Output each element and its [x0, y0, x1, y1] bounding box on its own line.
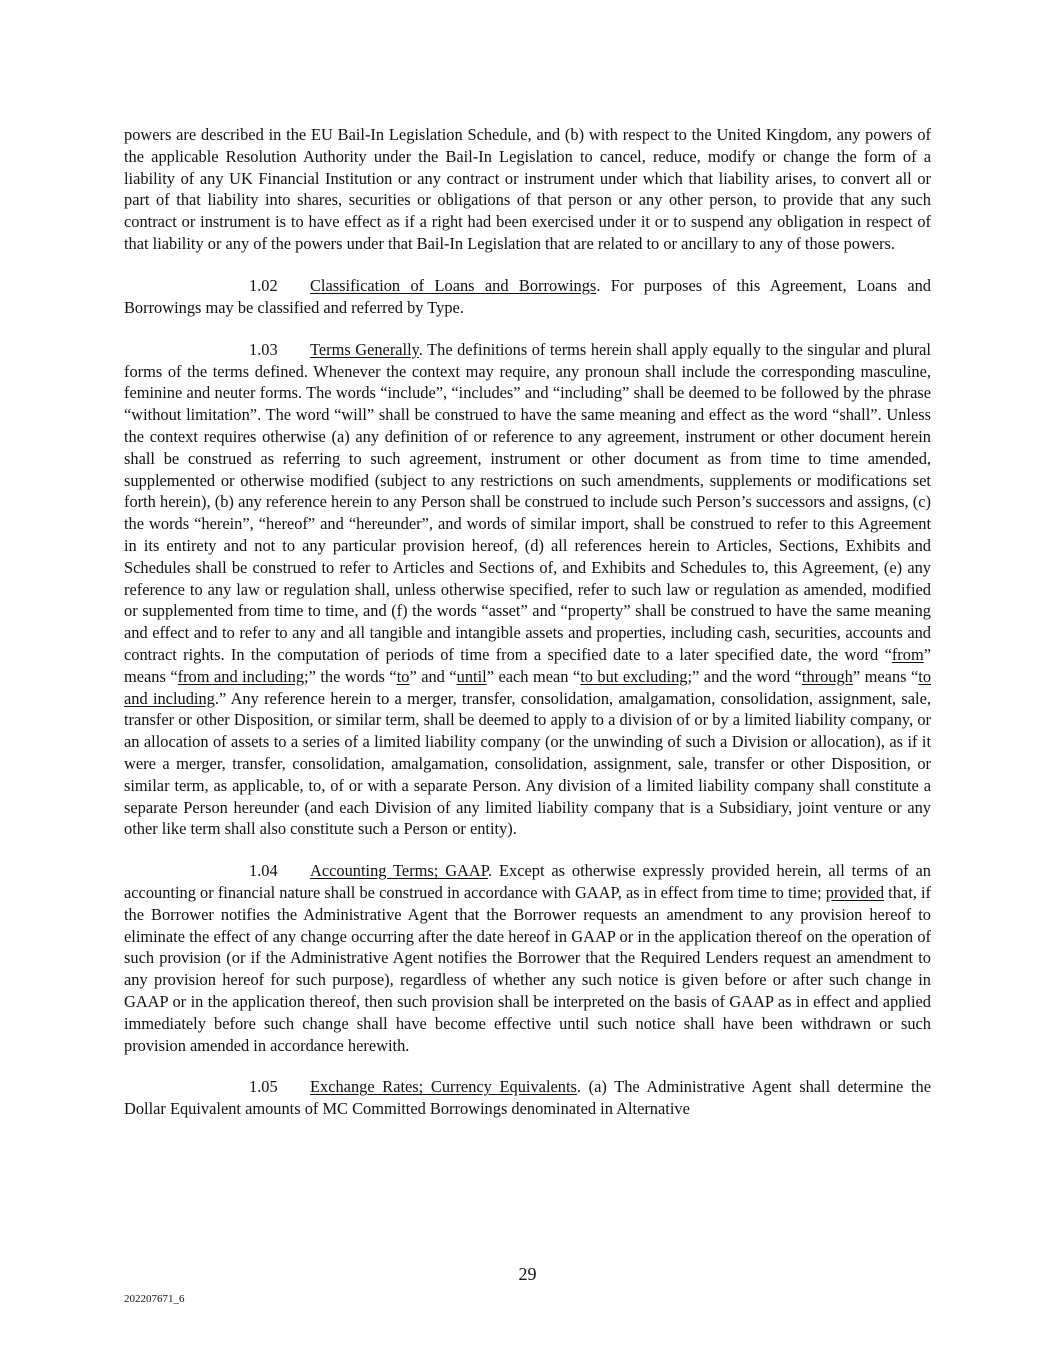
section-1-03 [124, 339, 931, 840]
section-body: ” means “ [852, 666, 919, 686]
section-number: 1.04 [249, 861, 278, 881]
section-body: .” Any reference herein to a merger, transfer, consolidation, amalgamation, consolidation, assignment, sale, transfer or other Disposition, or similar term, shall be deemed to apply to a division of or by a limited liability company, or an allocation of assets to a series of a limited liability company (or the unwinding of such a Division or allocation), as if it were a merger, transfer, consolidation, amalgamation, consolidation, assignment, sale, transfer or other Disposition, or similar term, as applicable, to, of or with a separate Person. Any division of a limited liability company shall constitute a separate Person hereunder (and each Division of any limited liability company that is a Subsidiary, joint venture or any other like term shall also constitute such a Person or entity). [124, 688, 931, 839]
section-body: ” each mean “ [486, 666, 581, 686]
section-body: ;” and the word “ [687, 666, 802, 686]
intro-paragraph: powers are described in the EU Bail-In Legislation Schedule, and (b) with respect to the United Kingdom, any powers of the applicable Resolution Authority under the Bail-In Legislation to cancel, reduce, modify or change the form of a liability of any UK Financial Institution or any contract or instrument under which that liability arises, to convert all or part of that liability into shares, securities or obligations of that person or any other person, to provide that any such contract or instrument is to have effect as if a right had been exercised under it or to suspend any obligation in respect of that liability or any of the powers under that Bail-In Legislation that are related to or ancillary to any of those powers. [124, 125, 931, 253]
section-body: that, if the Borrower notifies the Administrative Agent that the Borrower requests an amendment to any provision hereof to eliminate the effect of any change occurring after the date hereof in GAAP or in the application thereof on the operation of such provision (or if the Administrative Agent notifies the Borrower that the Required Lenders request an amendment to any provision hereof for such purpose), regardless of whether any such notice is given before or after such change in GAAP or in the application thereof, then such provision shall be interpreted on the basis of GAAP as in effect and applied immediately before such change shall have become effective until such notice shall have been withdrawn or such provision amended in accordance herewith. [124, 883, 931, 1055]
section-number: 1.03 [249, 339, 278, 359]
defined-term: until [456, 666, 487, 686]
defined-term: through [801, 666, 853, 686]
defined-term: to and including [124, 666, 932, 708]
section-heading: Classification of Loans and Borrowings [310, 276, 597, 296]
section-body: . (a) The Administrative Agent shall determine the Dollar Equivalent amounts of MC Committed Borrowings denominated in Alternative [124, 1077, 932, 1119]
defined-term: from [891, 645, 924, 665]
section-heading: Terms Generally [310, 339, 419, 359]
section-body: . Except as otherwise expressly provided herein, all terms of an accounting or financial nature shall be construed in accordance with GAAP, as in effect from time to time; [124, 861, 931, 902]
section-body: ” and “ [409, 666, 457, 686]
section-heading: Exchange Rates; Currency Equivalents [310, 1077, 577, 1097]
section-heading: Accounting Terms; GAAP [310, 861, 489, 881]
section-body: . For purposes of this Agreement, Loans and Borrowings may be classified and referred by Type. [124, 276, 931, 318]
section-1-02 [124, 275, 931, 319]
section-number: 1.05 [249, 1077, 278, 1097]
section-body: . The definitions of terms herein shall apply equally to the singular and plural forms of the terms defined. Whenever the context may require, any pronoun shall include the corresponding masculine, feminine and neuter forms. The words “include”, “includes” and “including” shall be deemed to be followed by the phrase “without limitation”. The word “will” shall be construed to have the same meaning and effect as the word “shall”. Unless the context requires otherwise (a) any definition of or reference to any agreement, instrument or other document herein shall be construed as referring to such agreement, instrument or other document as from time to time amended, supplemented or otherwise modified (subject to any restrictions on such amendments, supplements or modifications set forth herein), (b) any reference herein to any Person shall be construed to include such Person’s successors and assigns, (c) the words “herein”, “hereof” and “hereunder”, and words of similar import, shall be construed to refer to this Agreement in its entirety and not to any particular provision hereof, (d) all references herein to Articles, Sections, Exhibits and Schedules shall be construed to refer to Articles and Sections of, and Exhibits and Schedules to, this Agreement, (e) any reference to any law or regulation shall, unless otherwise specified, refer to such law or regulation as amended, modified or supplemented from time to time, and (f) the words “asset” and “property” shall be construed to have the same meaning and effect and to refer to any and all tangible and intangible assets and properties, including cash, securities, accounts and contract rights. In the computation of periods of time from a specified date to a later specified date, the word “ [124, 339, 931, 665]
document-body [124, 124, 931, 1140]
section-body: ” means “ [124, 645, 931, 686]
section-1-05 [124, 1076, 931, 1120]
section-1-04 [124, 860, 931, 1056]
section-number: 1.02 [249, 276, 278, 296]
document-id: 202207671_6 [124, 1293, 185, 1305]
defined-term: to [396, 666, 410, 686]
section-body: ;” the words “ [304, 666, 397, 686]
page-number: 29 [518, 1264, 537, 1284]
defined-term: from and including [177, 666, 305, 686]
defined-term: provided [825, 883, 885, 902]
defined-term: to but excluding [580, 666, 688, 686]
